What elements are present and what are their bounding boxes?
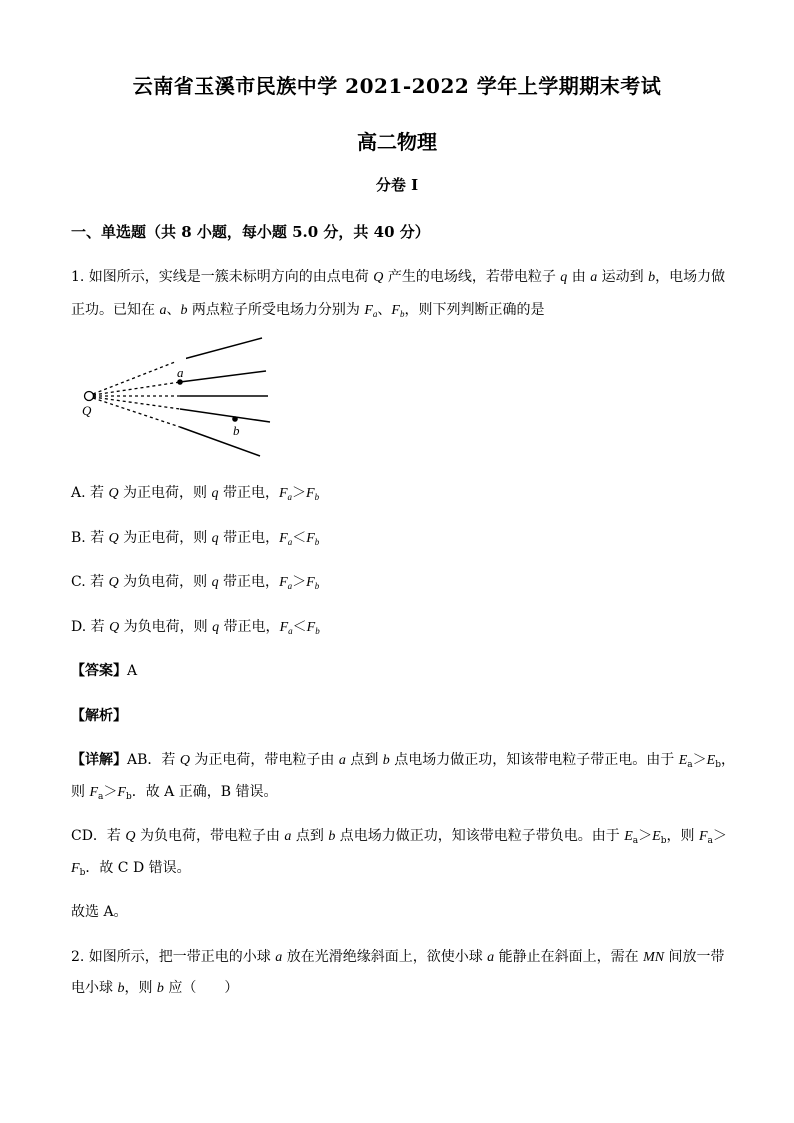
q1-stem-line2: 正功。已知在 a、b 两点粒子所受电场力分别为 $F_a$、$F_b$，则下列判断正确的是: [71, 302, 545, 319]
solid-field-lines: [180, 338, 270, 456]
q1-answer: 【答案】A: [71, 663, 138, 679]
q1-analysis-tag: 【解析】: [71, 708, 127, 724]
q1-detail-line2: 则 $F_a>F_b$．故 A 正确，B 错误。: [71, 784, 278, 802]
q2-stem-line1: 2. 如图所示，把一带正电的小球 a 放在光滑绝缘斜面上，欲使小球 a 能静止在斜面上，需在 MN 间放一带: [71, 949, 725, 965]
q1-option-c[interactable]: C. 若 Q 为负电荷，则 q 带正电，$F_a>F_b$: [71, 574, 320, 591]
q1-option-d[interactable]: D. 若 Q 为负电荷，则 q 带正电，$F_a<F_b$: [71, 619, 320, 636]
q1-option-b[interactable]: B. 若 Q 为正电荷，则 q 带正电，$F_a<F_b$: [71, 530, 320, 547]
point-b: [232, 416, 238, 422]
exam-subject: 高二物理: [357, 130, 437, 154]
q1-option-a[interactable]: A. 若 Q 为正电荷，则 q 带正电，$F_a>F_b$: [71, 485, 320, 502]
q1-stem-line1: 1. 如图所示，实线是一簇未标明方向的由点电荷 Q 产生的电场线，若带电粒子 q 由 a 运动到 b，电场力做: [71, 269, 726, 285]
q1-detail-line4: $F_b$．故 C D 错误。: [71, 860, 191, 878]
section-label: 分卷 I: [375, 176, 419, 194]
label-b: b: [233, 423, 240, 438]
q1-detail-line3: CD．若 Q 为负电荷，带电粒子由 a 点到 b 点电场力做正功，知该带电粒子带负电。由于 $E_a>E_b$，则 $F_a>$: [71, 828, 727, 846]
figure-crop-mask: [174, 357, 186, 362]
point-a: [177, 379, 183, 385]
label-Q: Q: [82, 403, 92, 418]
label-a: a: [177, 365, 184, 380]
q1-detail-line1: 【详解】AB．若 Q 为正电荷，带电粒子由 a 点到 b 点电场力做正功，知该带电粒子带正电。由于 $E_a>E_b$，: [71, 752, 735, 770]
part-heading: 一、单选题（共 8 小题，每小题 5.0 分，共 40 分）: [71, 223, 430, 241]
charge-Q-circle: [85, 392, 94, 401]
q2-stem-line2: 电小球 b，则 b 应（ ）: [71, 980, 239, 996]
dashed-field-lines: [93, 360, 180, 427]
q1-electric-field-figure: [78, 334, 278, 460]
q1-conclusion: 故选 A。: [71, 904, 128, 920]
exam-title: 云南省玉溪市民族中学 2021-2022 学年上学期期末考试: [132, 74, 662, 98]
